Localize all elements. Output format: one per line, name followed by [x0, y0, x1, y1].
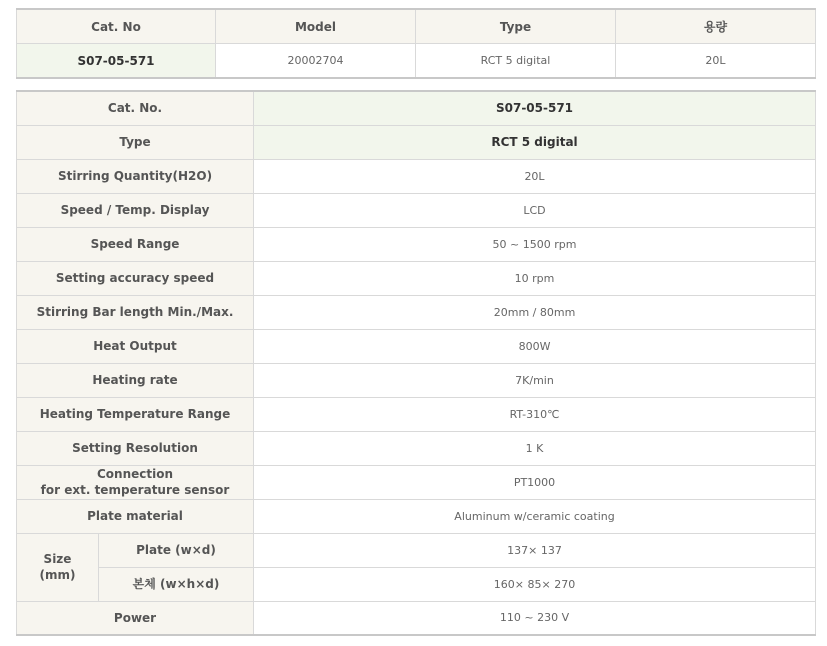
spec-row — [17, 227, 816, 261]
spec-value: 10 rpm — [254, 261, 816, 295]
spec-row — [17, 261, 816, 295]
spec-label: Stirring Bar length Min./Max. — [17, 295, 254, 329]
spec-label-line: for ext. temperature sensor — [40, 483, 230, 497]
spec-row — [17, 159, 816, 193]
spec-label: 본체 (w×h×d) — [99, 567, 254, 601]
summary-header-type: Type — [416, 9, 616, 44]
spec-label: Speed Range — [17, 227, 254, 261]
spec-value: LCD — [254, 193, 816, 227]
summary-type: RCT 5 digital — [416, 44, 616, 79]
summary-table — [16, 8, 816, 79]
spec-label: Stirring Quantity(H2O) — [17, 159, 254, 193]
spec-row — [17, 465, 816, 499]
spec-label: Type — [17, 125, 254, 159]
summary-cat-no: S07-05-571 — [17, 44, 216, 79]
spec-value: 7K/min — [254, 363, 816, 397]
spec-row — [17, 295, 816, 329]
spec-label: Speed / Temp. Display — [17, 193, 254, 227]
size-label: Size — [43, 552, 72, 566]
spec-value: 137× 137 — [254, 533, 816, 567]
spec-label: Setting Resolution — [17, 431, 254, 465]
spec-value: 1 K — [254, 431, 816, 465]
spec-value: RT-310℃ — [254, 397, 816, 431]
spec-row-power — [17, 601, 816, 635]
spec-label: Plate (w×d) — [99, 533, 254, 567]
spec-value: S07-05-571 — [254, 91, 816, 125]
spec-table — [16, 90, 816, 636]
spec-row — [17, 431, 816, 465]
spec-label: Setting accuracy speed — [17, 261, 254, 295]
spec-row-cat-no — [17, 91, 816, 125]
spec-label-line: Connection — [96, 467, 174, 481]
spec-value: 50 ~ 1500 rpm — [254, 227, 816, 261]
spec-row — [17, 329, 816, 363]
spec-value: Aluminum w/ceramic coating — [254, 499, 816, 533]
spec-label: Plate material — [17, 499, 254, 533]
summary-header-model: Model — [216, 9, 416, 44]
spec-row — [17, 193, 816, 227]
spec-value: 20L — [254, 159, 816, 193]
size-group-label — [17, 533, 99, 601]
spec-label: Heating Temperature Range — [17, 397, 254, 431]
spec-row-size-body — [17, 567, 816, 601]
summary-model: 20002704 — [216, 44, 416, 79]
summary-data-row — [17, 44, 816, 79]
spec-row — [17, 363, 816, 397]
spec-value: RCT 5 digital — [254, 125, 816, 159]
spec-row-size-plate — [17, 533, 816, 567]
summary-header-cat-no: Cat. No — [17, 9, 216, 44]
spec-value: PT1000 — [254, 465, 816, 499]
size-unit: (mm) — [39, 568, 76, 582]
summary-header-capacity: 용량 — [616, 9, 816, 44]
spec-value: 800W — [254, 329, 816, 363]
spec-label: Heating rate — [17, 363, 254, 397]
spec-label: Heat Output — [17, 329, 254, 363]
spec-row-type — [17, 125, 816, 159]
spec-label — [17, 465, 254, 499]
spec-value: 20mm / 80mm — [254, 295, 816, 329]
spec-row — [17, 499, 816, 533]
summary-capacity: 20L — [616, 44, 816, 79]
spec-label: Power — [17, 601, 254, 635]
summary-header-row — [17, 9, 816, 44]
spec-row — [17, 397, 816, 431]
spec-label: Cat. No. — [17, 91, 254, 125]
spec-value: 110 ~ 230 V — [254, 601, 816, 635]
spec-value: 160× 85× 270 — [254, 567, 816, 601]
